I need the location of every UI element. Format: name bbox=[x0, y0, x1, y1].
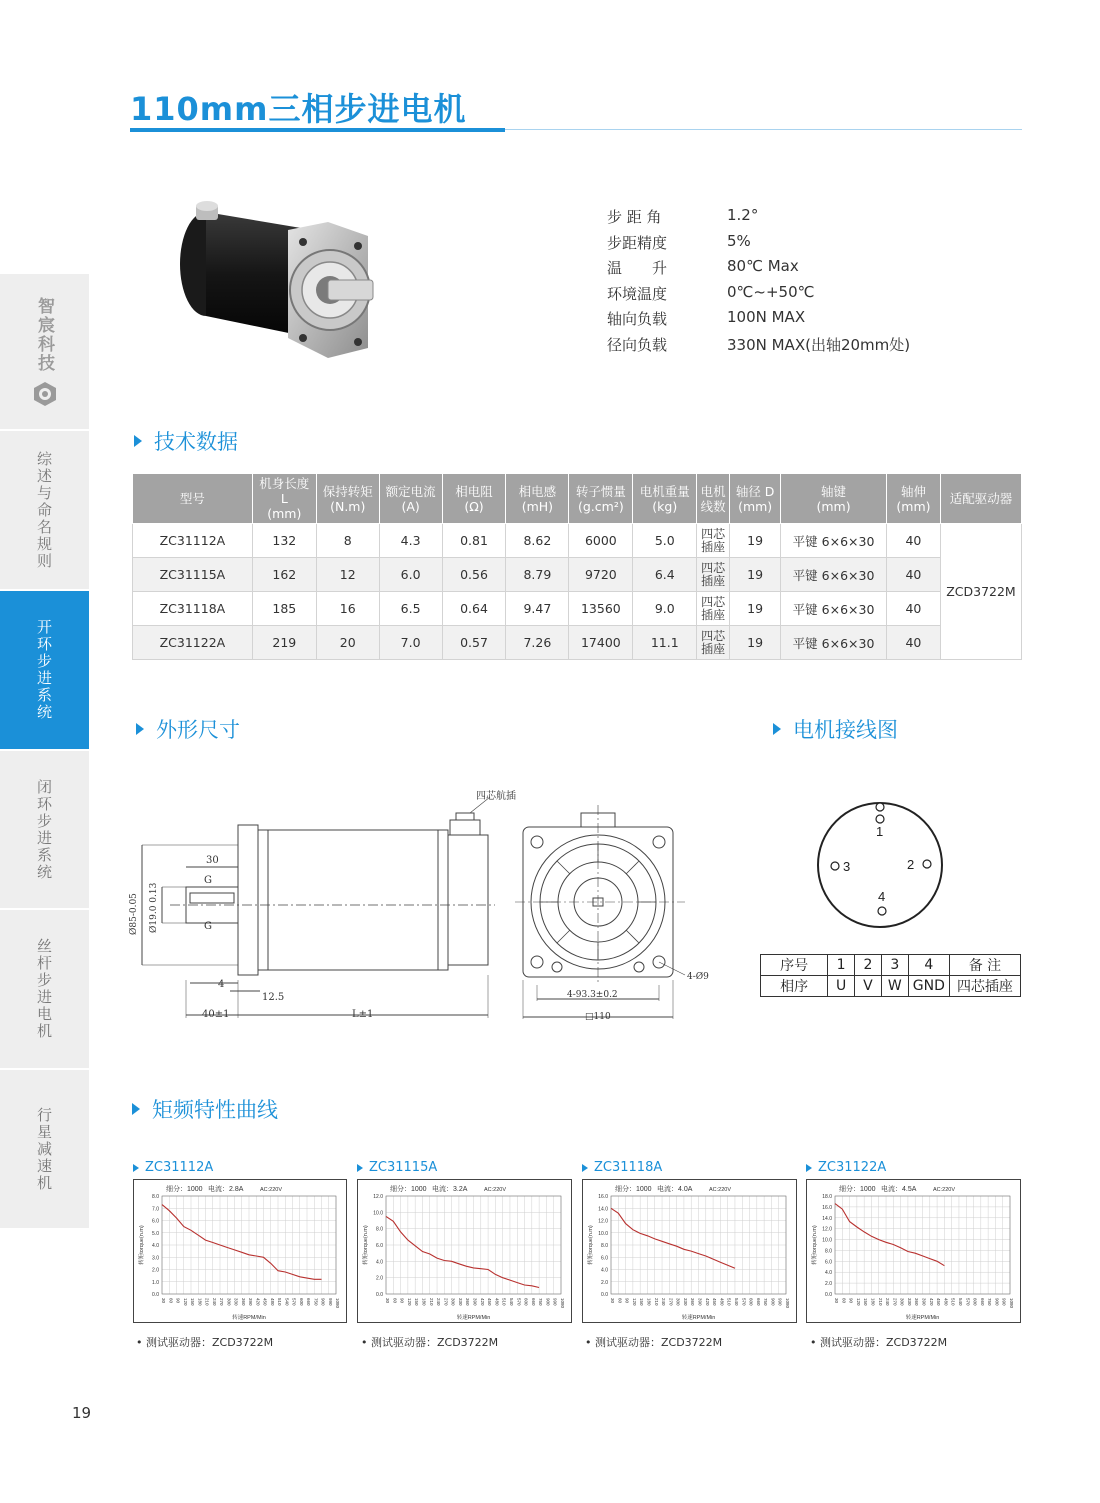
x-tick-label: 330 bbox=[457, 1298, 463, 1306]
table-row: ZC31112A 132 8 4.3 0.81 8.62 6000 5.0 四芯 插座 19 平键 6×6×30 40 ZCD3722M bbox=[133, 524, 1022, 558]
y-tick-label: 12.0 bbox=[822, 1226, 832, 1233]
x-tick-label: 60 bbox=[392, 1298, 398, 1304]
y-tick-label: 0.0 bbox=[376, 1292, 383, 1298]
dim-19: Ø19.0 0.13 bbox=[149, 882, 159, 933]
x-tick-label: 900 bbox=[994, 1298, 1000, 1306]
x-tick-label: 540 bbox=[957, 1298, 963, 1306]
chart-current: 电流：2.8A bbox=[208, 1186, 244, 1193]
dim-square: □110 bbox=[585, 1012, 611, 1022]
x-tick-label: 420 bbox=[255, 1298, 261, 1306]
x-tick-label: 540 bbox=[508, 1298, 514, 1306]
spec-label: 温 升 bbox=[607, 259, 668, 277]
x-tick-label: 330 bbox=[906, 1298, 912, 1306]
spec-row bbox=[607, 283, 910, 309]
motor-product-image bbox=[168, 198, 373, 363]
wiring-table bbox=[760, 954, 1021, 997]
section-curves-heading: 矩频特性曲线 bbox=[132, 1094, 278, 1124]
x-tick-label: 990 bbox=[777, 1298, 783, 1306]
y-tick-label: 0.0 bbox=[825, 1292, 832, 1298]
page-number: 19 bbox=[72, 1404, 92, 1422]
x-tick-label: 750 bbox=[987, 1298, 993, 1306]
x-tick-label: 660 bbox=[979, 1298, 985, 1306]
col-header: 轴键 (mm) bbox=[781, 474, 887, 524]
x-tick-label: 120 bbox=[182, 1298, 188, 1306]
col-header: 转子惯量 (g.cm²) bbox=[569, 474, 633, 524]
x-tick-label: 660 bbox=[306, 1298, 311, 1306]
chart-title: ZC31112A bbox=[133, 1160, 213, 1175]
x-tick-label: 150 bbox=[414, 1298, 420, 1306]
y-axis-label: 转矩torque(n.m) bbox=[363, 1225, 369, 1265]
chart-subdiv: 细分：1000 bbox=[166, 1186, 203, 1193]
x-tick-label: 150 bbox=[639, 1298, 645, 1306]
x-tick-label: 360 bbox=[465, 1298, 471, 1306]
y-tick-label: 0.0 bbox=[601, 1292, 608, 1298]
y-tick-label: 16.0 bbox=[822, 1204, 832, 1211]
pin-4-label: 4 bbox=[878, 889, 886, 904]
torque-curve bbox=[611, 1208, 735, 1268]
x-tick-label: 330 bbox=[233, 1298, 239, 1306]
spec-row bbox=[607, 232, 910, 258]
x-axis-label: 转速RPM/Min bbox=[232, 1315, 266, 1321]
x-tick-label: 570 bbox=[516, 1298, 522, 1306]
dimension-drawing-side bbox=[129, 785, 516, 1025]
x-tick-label: 600 bbox=[298, 1298, 304, 1306]
y-tick-label: 7.0 bbox=[152, 1206, 159, 1213]
x-tick-label: 420 bbox=[479, 1298, 485, 1306]
triangle-icon bbox=[133, 1164, 139, 1172]
pin-1-label: 1 bbox=[876, 824, 884, 839]
x-tick-label: 30 bbox=[610, 1298, 615, 1304]
y-tick-label: 8.0 bbox=[601, 1243, 608, 1249]
torque-chart-3 bbox=[582, 1179, 797, 1323]
plug-label: 四芯航插 bbox=[476, 791, 516, 802]
x-axis-label: 转速RPM/Min bbox=[905, 1315, 940, 1321]
x-tick-label: 240 bbox=[661, 1298, 667, 1306]
col-header: 额定电流 (A) bbox=[379, 474, 442, 524]
title-underline bbox=[130, 128, 505, 132]
x-tick-label: 120 bbox=[406, 1298, 412, 1306]
dim-30: 30 bbox=[206, 855, 219, 866]
chart-title: ZC31122A bbox=[806, 1160, 886, 1175]
x-tick-label: 90 bbox=[848, 1298, 854, 1304]
x-tick-label: 750 bbox=[538, 1298, 544, 1306]
spec-label: 步距精度 bbox=[607, 233, 668, 252]
x-tick-label: 510 bbox=[726, 1298, 732, 1306]
chart-subdiv: 细分：1000 bbox=[839, 1186, 876, 1193]
x-tick-label: 210 bbox=[204, 1298, 210, 1306]
sidebar-item-label: 闭环步进系统 bbox=[35, 778, 53, 881]
x-tick-label: 150 bbox=[863, 1298, 869, 1306]
table-row: ZC31122A 219 20 7.0 0.57 7.26 17400 11.1 四芯 插座 19 平键 6×6×30 40 bbox=[133, 626, 1022, 660]
x-tick-label: 30 bbox=[385, 1298, 390, 1304]
sidebar-item-overview[interactable] bbox=[0, 431, 89, 589]
spec-label: 径向负载 bbox=[607, 335, 668, 354]
chart-current: 电流：4.5A bbox=[881, 1186, 917, 1193]
col-header: 轴径 D (mm) bbox=[730, 474, 781, 524]
table-row: ZC31115A 162 12 6.0 0.56 8.79 9720 6.4 四芯 插座 19 平键 6×6×30 40 bbox=[133, 558, 1022, 592]
x-tick-label: 570 bbox=[965, 1298, 971, 1306]
x-tick-label: 30 bbox=[834, 1298, 839, 1304]
x-tick-label: 120 bbox=[631, 1298, 637, 1306]
x-tick-label: 300 bbox=[450, 1298, 456, 1306]
x-tick-label: 300 bbox=[675, 1298, 681, 1306]
x-tick-label: 540 bbox=[733, 1298, 739, 1306]
y-tick-label: 5.0 bbox=[152, 1230, 159, 1237]
triangle-icon bbox=[136, 723, 144, 735]
spec-label: 环境温度 bbox=[607, 284, 668, 303]
x-tick-label: 750 bbox=[313, 1298, 319, 1306]
chart-note: • 测试驱动器：ZCD3722M bbox=[810, 1336, 948, 1349]
col-header: 电机重量 (kg) bbox=[633, 474, 697, 524]
x-tick-label: 90 bbox=[624, 1298, 630, 1304]
x-tick-label: 180 bbox=[197, 1298, 203, 1306]
triangle-icon bbox=[134, 435, 142, 447]
torque-chart-plot bbox=[807, 1180, 1020, 1322]
x-tick-label: 360 bbox=[914, 1298, 920, 1306]
col-header: 相电感 (mH) bbox=[506, 474, 569, 524]
chart-voltage: AC:220V bbox=[709, 1187, 732, 1193]
page-title: 110mm三相步进电机 bbox=[130, 90, 467, 128]
sidebar-logo bbox=[0, 274, 89, 429]
x-tick-label: 450 bbox=[712, 1298, 718, 1306]
chart-title: ZC31115A bbox=[357, 1160, 437, 1175]
torque-chart-2 bbox=[357, 1179, 572, 1323]
x-tick-label: 210 bbox=[877, 1298, 883, 1306]
x-tick-label: 360 bbox=[240, 1298, 246, 1306]
x-tick-label: 330 bbox=[682, 1298, 688, 1306]
x-tick-label: 240 bbox=[211, 1298, 217, 1306]
driver-cell: ZCD3722M bbox=[940, 524, 1021, 660]
x-tick-label: 450 bbox=[936, 1298, 942, 1306]
x-tick-label: 900 bbox=[770, 1298, 776, 1306]
spec-value: 100N MAX bbox=[727, 308, 806, 326]
y-tick-label: 6.0 bbox=[152, 1218, 159, 1225]
col-header: 适配驱动器 bbox=[940, 474, 1021, 524]
col-header: 型号 bbox=[133, 474, 253, 524]
x-tick-label: 180 bbox=[646, 1298, 652, 1306]
spec-label: 步 距 角 bbox=[607, 208, 662, 226]
torque-curve bbox=[835, 1204, 944, 1266]
sidebar-item-closed-loop[interactable] bbox=[0, 751, 89, 908]
x-tick-label: 150 bbox=[190, 1298, 195, 1306]
x-tick-label: 300 bbox=[226, 1298, 232, 1306]
triangle-icon bbox=[132, 1103, 140, 1115]
x-tick-label: 600 bbox=[972, 1298, 978, 1306]
y-tick-label: 10.0 bbox=[373, 1210, 383, 1217]
x-tick-label: 660 bbox=[530, 1298, 536, 1306]
spec-value: 330N MAX(出轴20mm处) bbox=[727, 335, 911, 354]
connector-pin-diagram bbox=[815, 798, 945, 933]
spec-row bbox=[607, 257, 910, 283]
x-tick-label: 990 bbox=[1001, 1298, 1007, 1306]
x-tick-label: 270 bbox=[668, 1298, 674, 1306]
x-tick-label: 900 bbox=[545, 1298, 551, 1306]
pin-2-label: 2 bbox=[907, 857, 915, 872]
y-tick-label: 6.0 bbox=[601, 1255, 608, 1262]
col-header: 相电阻 (Ω) bbox=[442, 474, 506, 524]
chart-note: • 测试驱动器：ZCD3722M bbox=[136, 1336, 274, 1349]
chart-subdiv: 细分：1000 bbox=[390, 1186, 427, 1193]
torque-chart-plot bbox=[583, 1180, 796, 1322]
x-tick-label: 240 bbox=[885, 1298, 891, 1306]
x-tick-label: 420 bbox=[704, 1298, 710, 1306]
x-tick-label: 480 bbox=[494, 1298, 500, 1306]
dim-4: 4 bbox=[218, 979, 225, 990]
pin-3-label: 3 bbox=[843, 859, 851, 874]
y-tick-label: 3.0 bbox=[152, 1255, 159, 1262]
x-tick-label: 570 bbox=[291, 1298, 297, 1306]
sidebar-item-label: 丝杆步进电机 bbox=[35, 938, 53, 1040]
y-tick-label: 14.0 bbox=[598, 1206, 608, 1213]
x-tick-label: 270 bbox=[892, 1298, 898, 1306]
tech-data-table bbox=[132, 473, 1022, 660]
x-tick-label: 300 bbox=[899, 1298, 905, 1306]
x-tick-label: 120 bbox=[855, 1298, 861, 1306]
spec-label: 轴向负载 bbox=[607, 310, 668, 328]
dim-pitch: 4-93.3±0.2 bbox=[567, 990, 618, 1000]
wiring-table-row: 相序 U V W GND 四芯插座 bbox=[761, 976, 1021, 997]
y-tick-label: 10.0 bbox=[598, 1230, 608, 1237]
x-tick-label: 390 bbox=[472, 1298, 478, 1306]
table-row: ZC31118A 185 16 6.5 0.64 9.47 13560 9.0 四芯 插座 19 平键 6×6×30 40 bbox=[133, 592, 1022, 626]
y-tick-label: 6.0 bbox=[376, 1243, 383, 1249]
y-tick-label: 2.0 bbox=[825, 1281, 832, 1288]
sidebar-item-lead-screw[interactable] bbox=[0, 910, 89, 1068]
dim-l: L±1 bbox=[352, 1009, 374, 1020]
triangle-icon bbox=[357, 1164, 363, 1172]
col-header: 保持转矩 (N.m) bbox=[316, 474, 379, 524]
torque-curve bbox=[386, 1216, 539, 1287]
y-tick-label: 2.0 bbox=[152, 1267, 159, 1274]
x-tick-label: 990 bbox=[552, 1298, 558, 1306]
y-tick-label: 8.0 bbox=[825, 1248, 832, 1255]
y-tick-label: 4.0 bbox=[152, 1243, 159, 1249]
x-tick-label: 30 bbox=[161, 1298, 166, 1304]
section-dimensions-heading: 外形尺寸 bbox=[136, 714, 240, 744]
section-tech-heading: 技术数据 bbox=[134, 426, 238, 456]
chart-title: ZC31118A bbox=[582, 1160, 662, 1175]
x-tick-label: 900 bbox=[320, 1298, 326, 1306]
x-tick-label: 240 bbox=[436, 1298, 442, 1306]
y-tick-label: 8.0 bbox=[376, 1226, 383, 1233]
chart-current: 电流：4.0A bbox=[657, 1186, 693, 1193]
x-tick-label: 1080 bbox=[335, 1298, 340, 1309]
y-axis-label: 转矩torque(n.m) bbox=[139, 1225, 145, 1265]
x-tick-label: 210 bbox=[653, 1298, 659, 1306]
triangle-icon bbox=[773, 723, 781, 735]
y-tick-label: 0.0 bbox=[152, 1292, 159, 1298]
table-header-row bbox=[133, 474, 1022, 524]
col-header: 电机 线数 bbox=[697, 474, 730, 524]
x-tick-label: 540 bbox=[284, 1298, 290, 1306]
sidebar-item-planetary[interactable] bbox=[0, 1070, 89, 1228]
x-tick-label: 570 bbox=[741, 1298, 747, 1306]
sidebar-item-label: 开环步进系统 bbox=[35, 619, 53, 721]
x-tick-label: 270 bbox=[443, 1298, 449, 1306]
chart-current: 电流：3.2A bbox=[432, 1186, 468, 1193]
x-tick-label: 390 bbox=[697, 1298, 703, 1306]
sidebar-item-label: 行星减速机 bbox=[35, 1106, 53, 1192]
x-tick-label: 600 bbox=[748, 1298, 754, 1306]
spec-row bbox=[607, 206, 910, 232]
x-tick-label: 510 bbox=[277, 1298, 282, 1306]
x-tick-label: 420 bbox=[928, 1298, 934, 1306]
y-tick-label: 12.0 bbox=[598, 1218, 608, 1225]
y-axis-label: 转矩torque(n.m) bbox=[588, 1225, 594, 1265]
x-tick-label: 90 bbox=[175, 1298, 181, 1304]
x-tick-label: 1080 bbox=[785, 1298, 790, 1309]
col-header: 机身长度 L (mm) bbox=[252, 474, 316, 524]
triangle-icon bbox=[806, 1164, 812, 1172]
x-tick-label: 480 bbox=[269, 1298, 275, 1306]
x-tick-label: 510 bbox=[501, 1298, 507, 1306]
x-tick-label: 600 bbox=[523, 1298, 529, 1306]
y-tick-label: 16.0 bbox=[598, 1194, 608, 1200]
dimension-drawing-front bbox=[515, 805, 715, 1025]
logo-name: 智宸科技 bbox=[34, 296, 54, 373]
y-tick-label: 4.0 bbox=[376, 1259, 383, 1266]
spec-row bbox=[607, 308, 910, 334]
y-tick-label: 6.0 bbox=[825, 1259, 832, 1266]
x-tick-label: 480 bbox=[943, 1298, 949, 1306]
x-axis-label: 转速RPM/Min bbox=[681, 1315, 716, 1321]
y-tick-label: 8.0 bbox=[152, 1194, 159, 1200]
title-rule bbox=[505, 129, 1022, 130]
chart-voltage: AC:220V bbox=[933, 1187, 956, 1193]
x-tick-label: 1080 bbox=[1009, 1298, 1014, 1309]
y-tick-label: 4.0 bbox=[601, 1267, 608, 1274]
torque-chart-plot bbox=[358, 1180, 571, 1322]
spec-list bbox=[607, 206, 910, 359]
y-axis-label: 转矩torque(n.m) bbox=[812, 1225, 818, 1265]
x-tick-label: 450 bbox=[487, 1298, 493, 1306]
sidebar-item-open-loop[interactable] bbox=[0, 591, 89, 749]
x-tick-label: 180 bbox=[421, 1298, 427, 1306]
spec-row bbox=[607, 334, 910, 360]
x-tick-label: 390 bbox=[248, 1298, 253, 1306]
y-tick-label: 2.0 bbox=[601, 1279, 608, 1286]
x-tick-label: 270 bbox=[219, 1298, 224, 1306]
x-tick-label: 390 bbox=[921, 1298, 927, 1306]
x-tick-label: 660 bbox=[755, 1298, 761, 1306]
dim-12-5: 12.5 bbox=[262, 992, 285, 1003]
chart-note: • 测试驱动器：ZCD3722M bbox=[585, 1336, 723, 1349]
sidebar-item-label: 综述与命名规则 bbox=[35, 450, 53, 570]
brand-logo-icon bbox=[32, 381, 58, 407]
x-tick-label: 510 bbox=[950, 1298, 956, 1306]
spec-value: 0℃~+50℃ bbox=[727, 282, 815, 301]
section-wiring-heading: 电机接线图 bbox=[773, 714, 898, 744]
col-header: 轴伸 (mm) bbox=[886, 474, 940, 524]
x-axis-label: 转速RPM/Min bbox=[456, 1315, 491, 1321]
y-tick-label: 12.0 bbox=[373, 1194, 383, 1200]
spec-value: 80℃ Max bbox=[727, 257, 799, 275]
chart-voltage: AC:220V bbox=[260, 1187, 283, 1193]
torque-chart-plot bbox=[134, 1180, 346, 1322]
x-tick-label: 60 bbox=[841, 1298, 847, 1304]
x-tick-label: 480 bbox=[719, 1298, 725, 1306]
chart-note: • 测试驱动器：ZCD3722M bbox=[361, 1336, 499, 1349]
y-tick-label: 14.0 bbox=[822, 1215, 832, 1222]
x-tick-label: 990 bbox=[327, 1298, 333, 1306]
y-tick-label: 4.0 bbox=[825, 1270, 832, 1277]
wiring-table-head: 序号 1 2 3 4 备 注 bbox=[761, 955, 1021, 976]
torque-chart-1 bbox=[133, 1179, 347, 1323]
y-tick-label: 10.0 bbox=[822, 1237, 832, 1244]
x-tick-label: 1080 bbox=[560, 1298, 565, 1309]
x-tick-label: 180 bbox=[870, 1298, 876, 1306]
triangle-icon bbox=[582, 1164, 588, 1172]
x-tick-label: 450 bbox=[262, 1298, 268, 1306]
x-tick-label: 60 bbox=[617, 1298, 623, 1304]
spec-value: 5% bbox=[727, 231, 751, 250]
chart-subdiv: 细分：1000 bbox=[615, 1186, 652, 1193]
x-tick-label: 210 bbox=[428, 1298, 434, 1306]
y-tick-label: 18.0 bbox=[822, 1194, 832, 1200]
x-tick-label: 60 bbox=[168, 1298, 174, 1304]
spec-value: 1.2° bbox=[727, 206, 759, 224]
x-tick-label: 750 bbox=[763, 1298, 769, 1306]
x-tick-label: 360 bbox=[690, 1298, 696, 1306]
y-tick-label: 1.0 bbox=[152, 1279, 159, 1286]
dim-g-bottom: G bbox=[204, 921, 212, 932]
y-tick-label: 2.0 bbox=[376, 1275, 383, 1282]
chart-voltage: AC:220V bbox=[484, 1187, 507, 1193]
dim-40: 40±1 bbox=[202, 1009, 230, 1020]
dim-holes: 4-Ø9 bbox=[687, 972, 709, 982]
x-tick-label: 90 bbox=[399, 1298, 405, 1304]
dim-85: Ø85-0.05 bbox=[129, 893, 139, 935]
torque-chart-4 bbox=[806, 1179, 1021, 1323]
dim-g-top: G bbox=[204, 875, 212, 886]
